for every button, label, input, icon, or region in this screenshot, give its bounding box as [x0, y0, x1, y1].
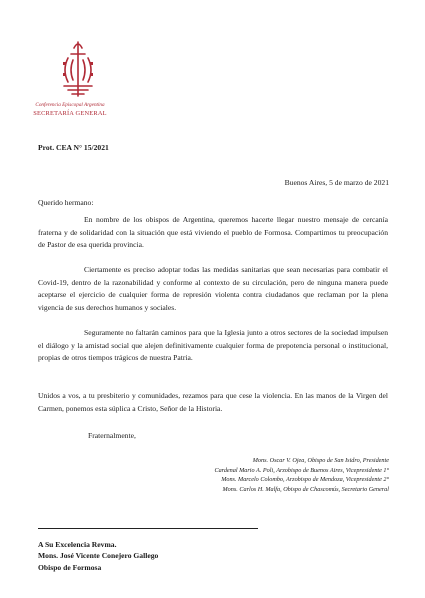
- recipient-address: [38, 539, 158, 573]
- paragraph-1: En nombre de los obispos de Argentina, queremos hacerte llegar nuestro mensaje de cercanía fraterna y de solidaridad con la situación que está viviendo el pueblo de Formosa. Compartimos tu preocupación de Pastor de esa querida provincia.: [38, 215, 388, 250]
- recipient-line-3: Obispo de Formosa: [38, 562, 102, 572]
- paragraph-2: Ciertamente es preciso adoptar todas las medidas sanitarias que sean necesarias para combatir el Covid-19, dentro de la razonabilidad y conforme al contexto de su circulación, pero de ninguna manera puede aceptarse el ejercicio de cualquier forma de represión violenta contra ciudadanos que reclaman por la plena vigencia de sus derechos humanos y sociales.: [38, 265, 388, 312]
- signature-president: Mons. Oscar V. Ojea, Obispo de San Isidro, Presidente: [252, 457, 389, 464]
- protocol-number: Prot. CEA N° 15/2021: [38, 143, 109, 152]
- paragraph-3: Seguramente no faltarán caminos para que la Iglesia junto a otros sectores de la sociedad impulsen el diálogo y la amistad social que alejen definitivamente cualquier forma de prepotencia personal o institucional, propias de otros tiempos trágicos de nuestra Patria.: [38, 328, 388, 363]
- signature-block: [214, 456, 389, 494]
- signature-vicepresident-2: Mons. Marcelo Colombo, Arzobispo de Mendoza, Vicepresidente 2°: [221, 476, 389, 484]
- episcopal-crest-icon: [54, 38, 102, 100]
- signature-secretary: Mons. Carlos H. Malfa, Obispo de Chascomús, Secretario General: [222, 485, 389, 493]
- divider: [38, 528, 258, 529]
- signature-vicepresident-1: Cardenal Mario A. Poli, Arzobispo de Buenos Aires, Vicepresidente 1°: [214, 466, 389, 474]
- closing: Fraternalmente,: [88, 431, 136, 440]
- letter-date: Buenos Aires, 5 de marzo de 2021: [284, 178, 389, 187]
- conference-name: Conferencia Episcopal Argentina: [35, 102, 105, 108]
- salutation: Querido hermano:: [38, 198, 94, 207]
- department-name: SECRETARÍA GENERAL: [33, 110, 107, 117]
- recipient-line-1: A Su Excelencia Revma.: [38, 540, 117, 549]
- recipient-line-2: Mons. José Vicente Conejero Gallego: [38, 551, 159, 561]
- paragraph-4: Unidos a vos, a tu presbiterio y comunidades, rezamos para que cese la violencia. En las manos de la Virgen del Carmen, ponemos esta súplica a Cristo, Señor de la Historia.: [38, 391, 388, 413]
